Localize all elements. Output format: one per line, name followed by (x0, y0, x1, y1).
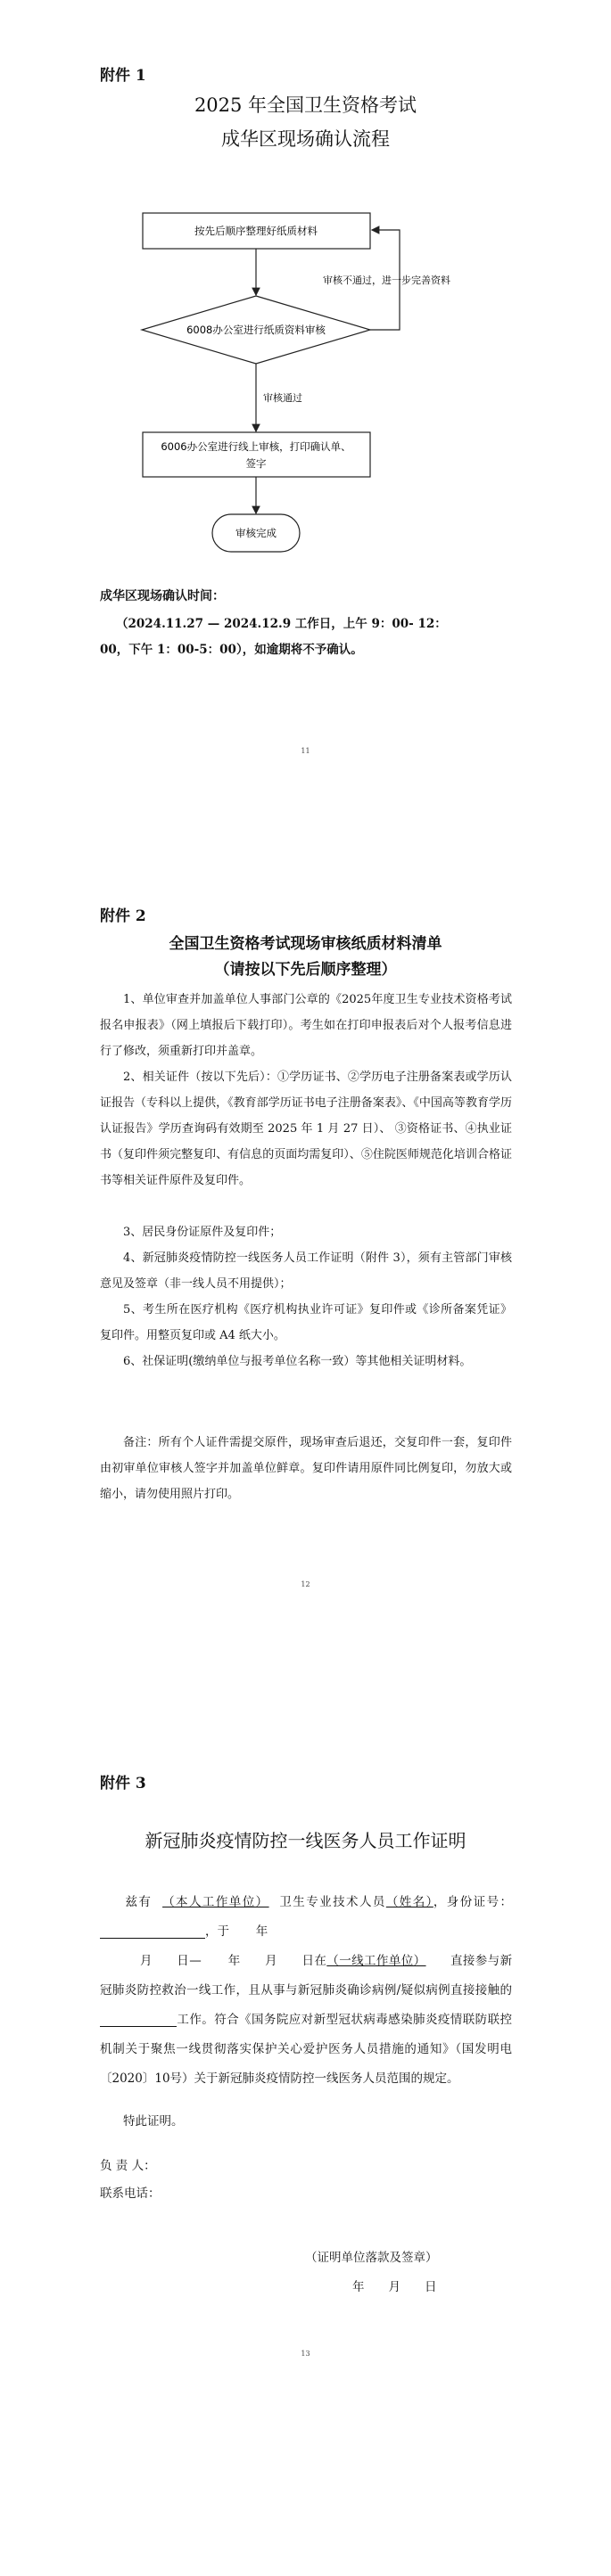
page1-title-line2: 成华区现场确认流程 (221, 128, 390, 150)
attachment-2-label: 附件 2 (100, 907, 146, 925)
page-2 (0, 858, 611, 1717)
id-number-blank (100, 1922, 205, 1939)
confirm-time-heading: 成华区现场确认时间： (100, 589, 225, 603)
page2-title-line1: 全国卫生资格考试现场审核纸质材料清单 (169, 935, 442, 953)
page1-title-line1: 2025 年全国卫生资格考试 (194, 94, 417, 116)
page-number-12: 12 (301, 1580, 310, 1588)
material-note: 备注：所有个人证件需提交原件，现场审查后退还，交复印件一套，复印件由初审单位审核人签字并加盖单位鲜章。复印件请用原件同比例复印，勿放大或缩小，请勿使用照片打印。 (100, 1436, 512, 1501)
material-item-1: 1、单位审查并加盖单位人事部门公章的《2025年度卫生专业技术资格考试报名申报表》（网上填报后下载打印）。考生如在打印申报表后对个人报考信息进行了修改，须重新打印并盖章。 (100, 993, 512, 1058)
flow-step3-text-line2: 签字 (245, 457, 267, 470)
seal-label: （证明单位落款及签章） (305, 2251, 438, 2265)
work-type-blank (100, 2010, 177, 2027)
flow-step1-text: 按先后顺序整理好纸质材料 (194, 225, 318, 237)
attachment-1-label: 附件 1 (100, 67, 146, 85)
flow-step3-box (143, 432, 370, 477)
page2-title-line2: （请按以下先后顺序整理） (214, 961, 397, 979)
page-3 (0, 1717, 611, 2575)
material-item-4: 4、新冠肺炎疫情防控一线医务人员工作证明（附件 3），须有主管部门审核意见及签章（非一线人员不用提供）； (100, 1251, 512, 1291)
certificate-closing: 特此证明。 (123, 2114, 184, 2129)
flow-step3-text-line1: 6006办公室进行线上审核，打印确认单、 (161, 440, 351, 453)
attachment-3-label: 附件 3 (100, 1775, 146, 1793)
material-item-6: 6、社保证明(缴纳单位与报考单位名称一致）等其他相关证明材料。 (123, 1355, 472, 1368)
confirmation-flowchart (0, 0, 611, 570)
flow-reject-note: 审核不通过，进一步完善资料 (323, 275, 450, 286)
material-item-3: 3、居民身份证原件及复印件； (123, 1226, 282, 1239)
confirm-time-line1: （2024.11.27 — 2024.12.9 工作日，上午 9：00- 12： (116, 617, 447, 631)
flow-step2-text: 6008办公室进行纸质资料审核 (186, 324, 326, 336)
material-item-5: 5、考生所在医疗机构《医疗机构执业许可证》复印件或《诊所备案凭证》复印件。用整页复印或 A4 纸大小。 (100, 1303, 512, 1342)
contact-phone-label: 联系电话： (100, 2186, 161, 2201)
frontline-unit-field: （一线工作单位） (326, 1954, 426, 1968)
flow-pass-note: 审核通过 (263, 392, 302, 404)
page-number-13: 13 (301, 2350, 310, 2358)
name-field: （姓名） (385, 1895, 433, 1909)
page-number-11: 11 (301, 747, 310, 755)
material-item-2: 2、相关证件（按以下先后）：①学历证书、②学历电子注册备案表或学历认证报告（专科以上提供，《教育部学历证书电子注册备案表》、《中国高等教育学历认证报告》学历查询码有效期至 2025 年 1 月 27 日）、 ③资格证书、④执业证书（复印件须完整复印、有信息的页面均需复印）、⑤住院医师规范化培训合格证书等相关证件原件及复印件。 (100, 1071, 512, 1187)
work-unit-field: （本人工作单位） (162, 1895, 269, 1909)
certificate-body: 兹有 （本人工作单位） 卫生专业技术人员（姓名），身份证号：，于 年 月 日— 年 月 日在（一线工作单位） 直接参与新冠肺炎防控救治一线工作，且从事与新冠肺炎确诊病例/疑似病例直接接触的工作。符合《国务院应对新型冠状病毒感染肺炎疫情联防联控机制关于聚焦一线贯彻落实保护关心爱护医务人员措施的通知》（国发明电〔2020〕10号）关于新冠肺炎疫情防控一线医务人员范围的规定。 (100, 1895, 513, 2086)
signature-date: 年 月 日 (352, 2280, 437, 2294)
flow-step4-text: 审核完成 (235, 527, 277, 539)
confirm-time-line2: 00，下午 1：00-5：00），如逾期将不予确认。 (100, 643, 363, 657)
responsible-person-label: 负 责 人： (100, 2159, 156, 2173)
page3-title: 新冠肺炎疫情防控一线医务人员工作证明 (144, 1830, 467, 1851)
page-1 (0, 0, 611, 858)
